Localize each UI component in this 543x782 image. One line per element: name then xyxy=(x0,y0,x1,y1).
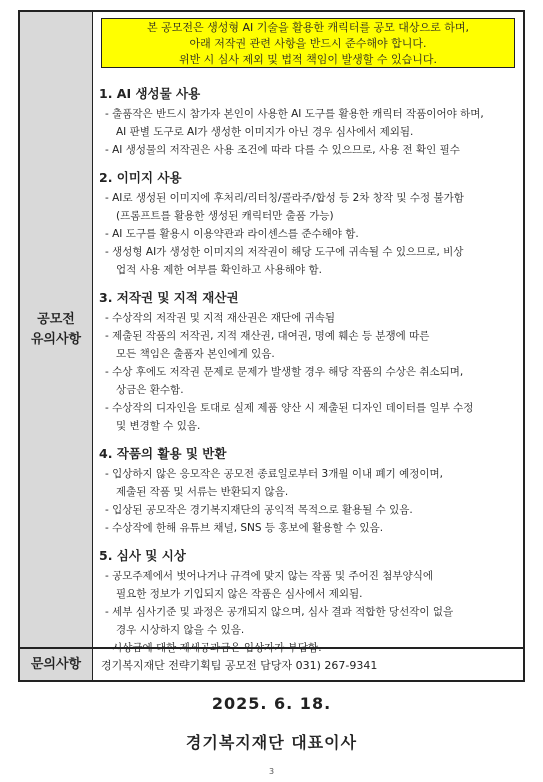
notice-table xyxy=(18,10,525,682)
item-line: - 입상하지 않은 응모작은 공모전 종료일로부터 3개월 이내 폐기 예정이며, xyxy=(105,468,443,480)
item-continuation-line: 및 변경할 수 있음. xyxy=(116,420,201,432)
item-continuation-line: 필요한 정보가 기입되지 않은 작품은 심사에서 제외됨. xyxy=(116,588,363,600)
item-line: - 수상작의 저작권 및 지적 재산권은 재단에 귀속됨 xyxy=(105,312,336,324)
section-item xyxy=(99,327,517,363)
section-title: 4. 작품의 활용 및 반환 xyxy=(99,446,227,461)
caution-section xyxy=(99,84,517,159)
caution-sections xyxy=(99,84,517,666)
section-item xyxy=(99,363,517,399)
section-item xyxy=(99,399,517,435)
caution-section xyxy=(99,546,517,657)
item-line: - 공모주제에서 벗어나거나 규격에 맞지 않는 작품 및 주어진 첨부양식에 xyxy=(105,570,433,582)
caution-label-line-1: 공모전 xyxy=(37,311,75,327)
item-line: - 제출된 작품의 저작권, 지적 재산권, 대여권, 명예 훼손 등 분쟁에 따른 xyxy=(105,330,430,342)
item-continuation-line: AI 판별 도구로 AI가 생성한 이미지가 아닌 경우 심사에서 제외됨. xyxy=(116,126,414,138)
item-line: - 시상금에 대한 제세공과금은 입상자가 부담함. xyxy=(105,642,322,654)
item-continuation-line: (프롬프트를 활용한 생성된 캐릭터만 출품 가능) xyxy=(116,210,334,222)
item-line: - 수상작에 한해 유튜브 채널, SNS 등 홍보에 활용할 수 있음. xyxy=(105,522,384,534)
item-line: - 수상작의 디자인을 토대로 실제 제품 양산 시 제출된 디자인 데이터를 일부 수정 xyxy=(105,402,474,414)
caution-row xyxy=(20,12,523,654)
item-continuation-line: 제출된 작품 및 서류는 반환되지 않음. xyxy=(116,486,289,498)
document-date: 2025. 6. 18. xyxy=(211,694,332,713)
section-item xyxy=(99,465,517,501)
contact-text: 경기복지재단 전략기획팀 공모전 담당자 031) 267-9341 xyxy=(101,658,378,672)
warning-notice-box xyxy=(101,18,515,68)
section-item xyxy=(99,243,517,279)
page-number: 3 xyxy=(268,767,275,776)
item-continuation-line: 상금은 환수함. xyxy=(116,384,184,396)
section-item xyxy=(99,519,517,537)
section-title: 1. AI 생성물 사용 xyxy=(99,86,201,101)
section-title: 5. 심사 및 시상 xyxy=(99,548,186,563)
section-title: 2. 이미지 사용 xyxy=(99,170,182,185)
notice-line-2: 아래 저작권 관련 사항을 반드시 준수해야 합니다. xyxy=(189,37,427,50)
caution-section xyxy=(99,288,517,435)
notice-line-1: 본 공모전은 생성형 AI 기술을 활용한 캐릭터를 공모 대상으로 하며, xyxy=(146,21,469,34)
contact-content xyxy=(93,649,523,680)
section-item xyxy=(99,225,517,243)
item-continuation-line: 모든 책임은 출품자 본인에게 있음. xyxy=(116,348,275,360)
item-line: - AI 도구를 활용시 이용약관과 라이센스를 준수해야 함. xyxy=(105,228,359,240)
item-line: - 생성형 AI가 생성한 이미지의 저작권이 해당 도구에 귀속될 수 있으므로, 비상 xyxy=(105,246,464,258)
section-title: 3. 저작권 및 지적 재산권 xyxy=(99,290,239,305)
item-line: - AI 생성물의 저작권은 사용 조건에 따라 다를 수 있으므로, 사용 전 확인 필수 xyxy=(105,144,460,156)
item-continuation-line: 경우 시상하지 않을 수 있음. xyxy=(116,624,245,636)
section-item xyxy=(99,105,517,141)
item-line: - 출품작은 반드시 참가자 본인이 사용한 AI 도구를 활용한 캐릭터 작품이어야 하며, xyxy=(105,108,484,120)
contact-label: 문의사항 xyxy=(20,649,93,680)
signer-name: 경기복지재단 대표이사 xyxy=(185,733,358,752)
section-item xyxy=(99,189,517,225)
section-item xyxy=(99,567,517,603)
caution-section xyxy=(99,168,517,279)
caution-label-line-2: 유의사항 xyxy=(30,331,82,347)
caution-content xyxy=(93,12,523,654)
section-item xyxy=(99,603,517,639)
item-line: - 입상된 공모작은 경기복지재단의 공익적 목적으로 활용될 수 있음. xyxy=(105,504,413,516)
caution-section xyxy=(99,444,517,537)
caution-label xyxy=(20,12,93,647)
item-line: - AI로 생성된 이미지에 후처리/리터칭/콜라주/합성 등 2차 창작 및 수정 불가함 xyxy=(105,192,464,204)
item-line: - 수상 후에도 저작권 문제로 문제가 발생할 경우 해당 작품의 수상은 취소되며, xyxy=(105,366,464,378)
item-continuation-line: 업적 사용 제한 여부를 확인하고 사용해야 함. xyxy=(116,264,322,276)
item-line: - 세부 심사기준 및 과정은 공개되지 않으며, 심사 결과 적합한 당선작이 없을 xyxy=(105,606,454,618)
notice-line-3: 위반 시 심사 제외 및 법적 책임이 발생할 수 있습니다. xyxy=(178,53,438,66)
section-item xyxy=(99,141,517,159)
section-item xyxy=(99,309,517,327)
contact-row xyxy=(20,649,523,680)
section-item xyxy=(99,501,517,519)
